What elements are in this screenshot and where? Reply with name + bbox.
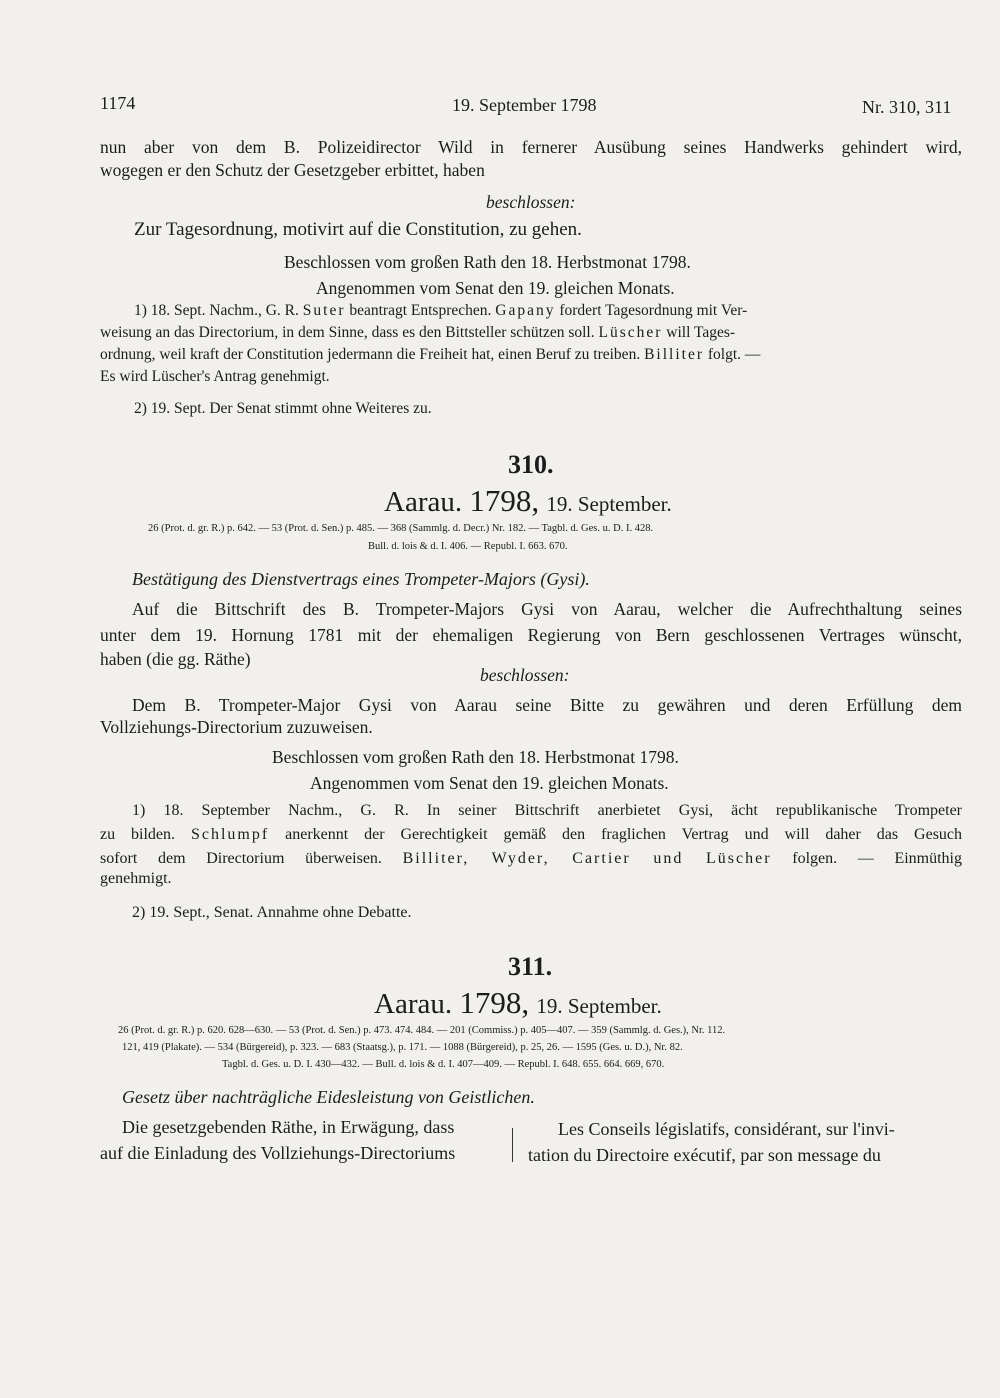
beschlossen-label-310: beschlossen: <box>480 665 570 685</box>
petition-line-3: haben (die gg. Räthe) <box>100 649 251 669</box>
note-310-2: 2) 19. Sept., Senat. Annahme ohne Debatte. <box>132 904 412 921</box>
french-text-line-1: Les Conseils législatifs, considérant, sur l'invi- <box>558 1119 895 1139</box>
passed-great-council-310: Beschlossen vom großen Rath den 18. Herbstmonat 1798. <box>272 747 679 767</box>
source-references-line-2: Bull. d. lois & d. I. 406. — Republ. I. 663. 670. <box>368 541 568 552</box>
note-310-line-4: genehmigt. <box>100 870 172 887</box>
continuation-line-1: nun aber von dem B. Polizeidirector Wild in fernerer Ausübung seines Handwerks gehindert wird, <box>100 137 962 157</box>
source-references-311-line-2: 121, 419 (Plakate). — 534 (Bürgereid), p. 323. — 683 (Staatsg.), p. 171. — 1088 (Bürgereid), p. 25, 26. — 1595 (Ges. u. D.), Nr. 82. <box>122 1042 683 1053</box>
decision-line-1: Dem B. Trompeter-Major Gysi von Aarau seine Bitte zu gewähren und deren Erfüllung dem <box>132 695 962 715</box>
decision-line-2: Vollziehungs-Directorium zuzuweisen. <box>100 717 373 737</box>
speaker-name: Gapany <box>495 302 556 319</box>
source-references-311-line-3: Tagbl. d. Ges. u. D. I. 430—432. — Bull. d. lois & d. I. 407—409. — Republ. I. 648. 655. 664. 669, 670. <box>222 1059 665 1070</box>
note-1-line-1: 1) 18. Sept. Nachm., G. R. Suter beantragt Entsprechen. Gapany fordert Tagesordnung mit Ver- <box>134 302 748 319</box>
speaker-name: Billiter <box>644 346 704 363</box>
german-text-line-2: auf die Einladung des Vollziehungs-Directoriums <box>100 1143 456 1163</box>
speaker-name: Schlumpf <box>190 826 270 843</box>
beschlossen-label: beschlossen: <box>486 192 576 212</box>
column-divider <box>512 1128 513 1162</box>
note-310-line-3: sofort dem Directorium überweisen. Billiter, Wyder, Cartier und Lüscher folgen. — Einmüthig <box>100 850 962 867</box>
french-text-line-2: tation du Directoire exécutif, par son message du <box>528 1145 881 1165</box>
german-text-line-1: Die gesetzgebenden Räthe, in Erwägung, dass <box>122 1117 455 1137</box>
resolution-text: Zur Tagesordnung, motivirt auf die Constitution, zu gehen. <box>134 219 582 240</box>
continuation-line-2: wogegen er den Schutz der Gesetzgeber erbittet, haben <box>100 160 485 180</box>
speaker-name: Suter <box>302 302 346 319</box>
speaker-names: Billiter, Wyder, Cartier und Lüscher <box>402 850 772 867</box>
adopted-senate: Angenommen vom Senat den 19. gleichen Monats. <box>316 278 675 298</box>
document-heading-311: Gesetz über nachträgliche Eidesleistung von Geistlichen. <box>122 1087 535 1107</box>
entry-range: Nr. 310, 311 <box>862 97 952 117</box>
speaker-name: Lüscher <box>598 324 663 341</box>
note-310-line-2: zu bilden. Schlumpf anerkennt der Gerechtigkeit gemäß den fraglichen Vertrag und will daher das Gesuch <box>100 826 963 843</box>
running-date: 19. September 1798 <box>452 95 597 115</box>
document-title-311: Aarau. 1798, 19. September. <box>374 985 662 1020</box>
note-1-line-3: ordnung, weil kraft der Constitution jedermann die Freiheit hat, einen Beruf zu treiben. Billiter folgt. — <box>100 346 761 363</box>
note-1-line-2: weisung an das Directorium, in dem Sinne, dass es den Bittsteller schützen soll. Lüscher will Tages- <box>100 324 736 341</box>
document-number-311: 311. <box>508 952 553 981</box>
note-1-line-4: Es wird Lüscher's Antrag genehmigt. <box>100 368 330 385</box>
document-heading-310: Bestätigung des Dienstvertrags eines Trompeter-Majors (Gysi). <box>132 569 590 589</box>
source-references-line-1: 26 (Prot. d. gr. R.) p. 642. — 53 (Prot. d. Sen.) p. 485. — 368 (Sammlg. d. Decr.) Nr. 182. — Tagbl. d. Ges. u. D. I. 428. <box>148 523 654 534</box>
passed-great-council: Beschlossen vom großen Rath den 18. Herbstmonat 1798. <box>284 252 691 272</box>
petition-line-2: unter dem 19. Hornung 1781 mit der ehemaligen Regierung von Bern geschlossenen Vertrages wünscht, <box>100 625 962 645</box>
note-2: 2) 19. Sept. Der Senat stimmt ohne Weiteres zu. <box>134 400 432 417</box>
adopted-senate-310: Angenommen vom Senat den 19. gleichen Monats. <box>310 773 669 793</box>
note-310-line-1: 1) 18. September Nachm., G. R. In seiner Bittschrift anerbietet Gysi, ächt republikanische Trompeter <box>132 802 962 819</box>
petition-line-1: Auf die Bittschrift des B. Trompeter-Majors Gysi von Aarau, welcher die Aufrechthaltung seines <box>132 599 962 619</box>
page-number: 1174 <box>100 93 136 113</box>
document-title-310: Aarau. 1798, 19. September. <box>384 483 672 518</box>
document-number-310: 310. <box>508 450 554 479</box>
source-references-311-line-1: 26 (Prot. d. gr. R.) p. 620. 628—630. — 53 (Prot. d. Sen.) p. 473. 474. 484. — 201 (Commiss.) p. 405—407. — 359 (Sammlg. d. Ges.), Nr. 112. <box>118 1025 726 1036</box>
